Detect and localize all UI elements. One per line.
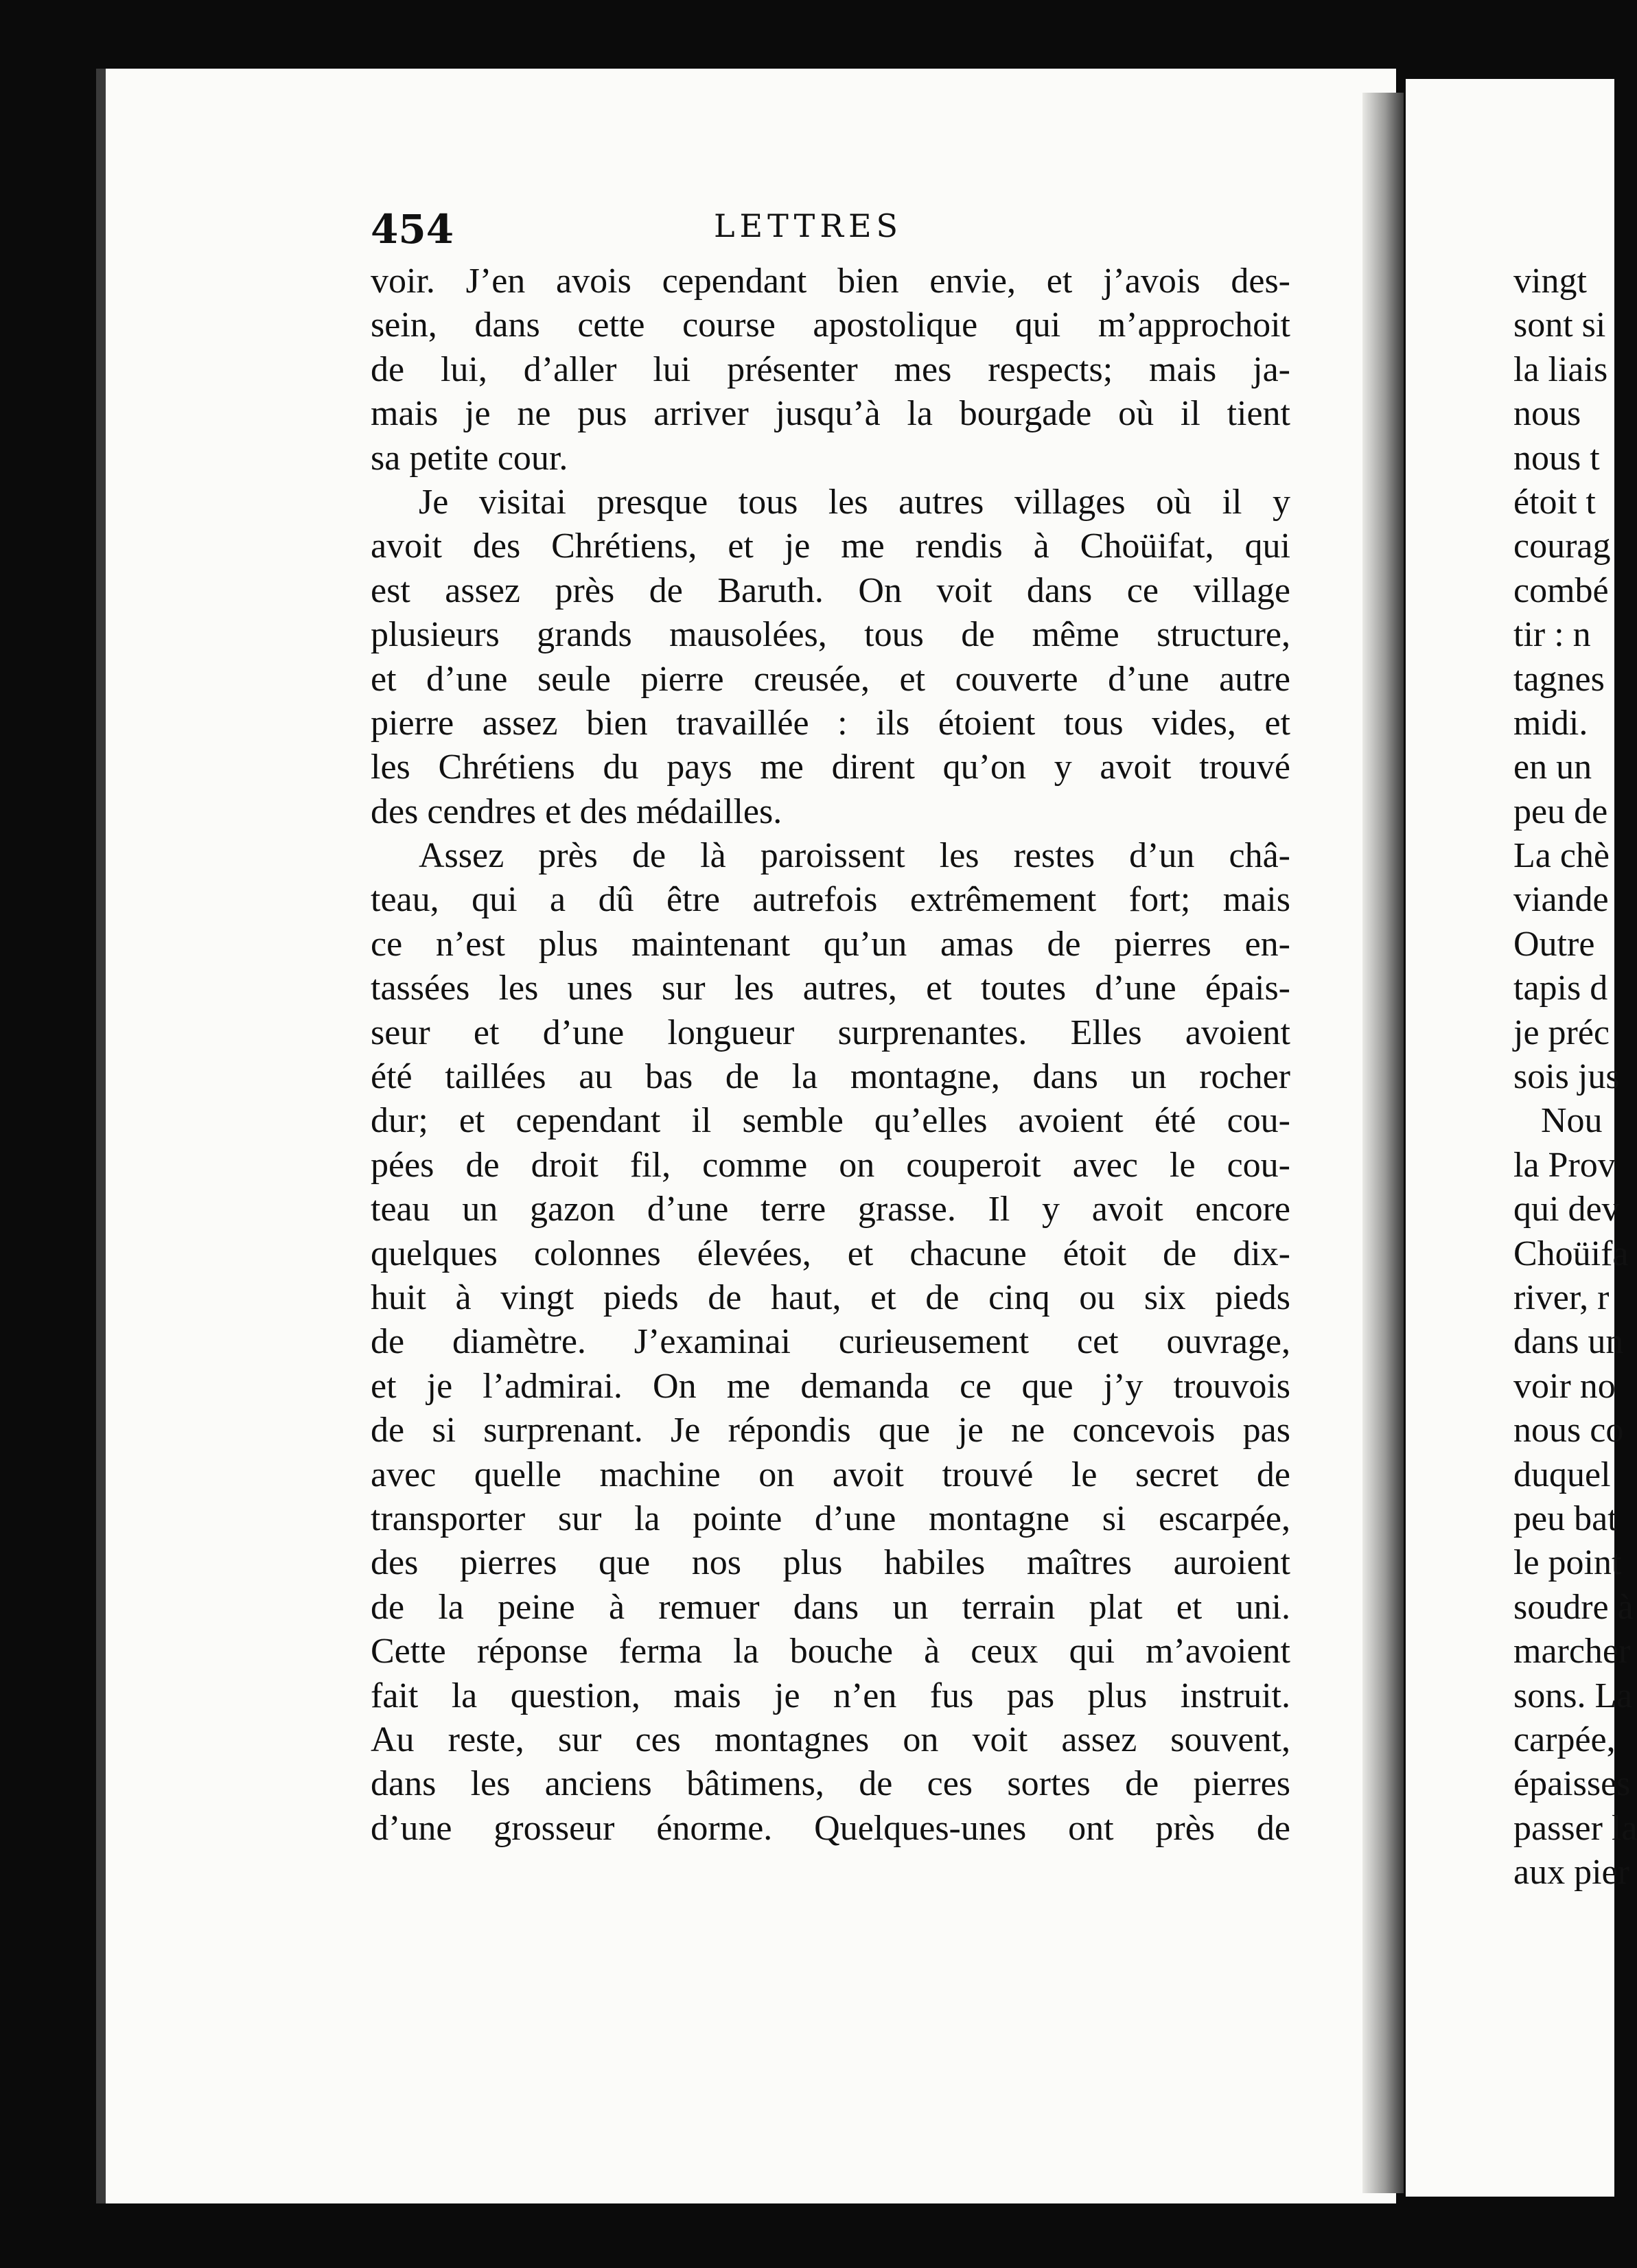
- text-line: Je visitai presque tous les autres villages où il y: [419, 482, 1290, 522]
- text-line: dans les anciens bâtimens, de ces sortes de pierres: [371, 1764, 1290, 1804]
- facing-page-text-line: la Prov: [1513, 1145, 1616, 1185]
- facing-page-text-line: midi.: [1513, 703, 1588, 743]
- text-line: avec quelle machine on avoit trouvé le secret de: [371, 1455, 1290, 1494]
- facing-page-text-line: duquel: [1513, 1455, 1611, 1494]
- text-line: tassées les unes sur les autres, et toutes d’une épais-: [371, 969, 1290, 1008]
- facing-page-text-line: passer la: [1513, 1808, 1637, 1848]
- facing-page-text-line: viande: [1513, 880, 1609, 920]
- text-line: plusieurs grands mausolées, tous de même structure,: [371, 615, 1290, 655]
- text-line: pées de droit fil, comme on couperoit avec le cou-: [371, 1145, 1290, 1185]
- facing-page-text-line: en un: [1513, 748, 1592, 787]
- facing-page-text-line: La chè: [1513, 836, 1610, 876]
- facing-page-text-line: sons. La: [1513, 1676, 1633, 1715]
- facing-page-text-line: nous co: [1513, 1411, 1624, 1450]
- text-line: pierre assez bien travaillée : ils étoient tous vides, et: [371, 703, 1290, 743]
- text-line: sein, dans cette course apostolique qui m’approchoit: [371, 305, 1290, 345]
- facing-page-text-line: peu de: [1513, 791, 1608, 831]
- text-line: transporter sur la pointe d’une montagne si escarpée,: [371, 1498, 1290, 1538]
- running-head: LETTRES: [714, 207, 903, 244]
- text-line: dur; et cependant il semble qu’elles avoient été cou-: [371, 1101, 1290, 1141]
- text-line: voir. J’en avois cependant bien envie, et j’avois des-: [371, 262, 1290, 301]
- facing-page-text-line: qui dev: [1513, 1190, 1620, 1229]
- text-line: teau un gazon d’une terre grasse. Il y avoit encore: [371, 1190, 1290, 1229]
- text-line: teau, qui a dû être autrefois extrêmement fort; mais: [371, 880, 1290, 920]
- text-line: de si surprenant. Je répondis que je ne concevois pas: [371, 1411, 1290, 1450]
- text-line: de la peine à remuer dans un terrain plat et uni.: [371, 1587, 1290, 1627]
- facing-page-text-line: peu bat: [1513, 1498, 1618, 1538]
- facing-page-text-line: sois jus: [1513, 1057, 1620, 1097]
- facing-page-text-line: sont si: [1513, 305, 1606, 345]
- text-line: fait la question, mais je n’en fus pas plus instruit.: [371, 1676, 1290, 1715]
- text-line: seur et d’une longueur surprenantes. Elles avoient: [371, 1012, 1290, 1052]
- facing-page-text-line: la liais: [1513, 349, 1608, 389]
- facing-page-text-line: étoit t: [1513, 482, 1596, 522]
- text-line: sa petite cour.: [371, 438, 568, 478]
- text-line: huit à vingt pieds de haut, et de cinq ou six pieds: [371, 1277, 1290, 1317]
- facing-page-text-line: river, r: [1513, 1277, 1610, 1317]
- page-number: 454: [371, 206, 454, 253]
- facing-page-text-line: dans un: [1513, 1322, 1624, 1362]
- text-line: ce n’est plus maintenant qu’un amas de pierres en-: [371, 924, 1290, 964]
- facing-page-text-line: Nou: [1541, 1101, 1603, 1141]
- facing-page-text-line: voir no: [1513, 1366, 1616, 1406]
- text-line: Cette réponse ferma la bouche à ceux qui m’avoient: [371, 1632, 1290, 1671]
- facing-page-text-line: épaisses: [1513, 1764, 1631, 1804]
- text-line: d’une grosseur énorme. Quelques-unes ont près de: [371, 1808, 1290, 1848]
- facing-page-text: [1513, 259, 1637, 1895]
- text-line: de diamètre. J’examinai curieusement cet ouvrage,: [371, 1322, 1290, 1362]
- facing-page-text-line: Outre: [1513, 924, 1595, 964]
- facing-page-text-line: soudre à: [1513, 1587, 1634, 1627]
- text-line: Au reste, sur ces montagnes on voit assez souvent,: [371, 1720, 1290, 1759]
- facing-page-text-line: Choüifa: [1513, 1234, 1629, 1273]
- facing-page-text-line: vingt: [1513, 262, 1587, 301]
- facing-page-text-line: nous t: [1513, 438, 1600, 478]
- text-line: avoit des Chrétiens, et je me rendis à Choüifat, qui: [371, 526, 1290, 566]
- facing-page-text-line: carpée,: [1513, 1720, 1616, 1759]
- text-line: des pierres que nos plus habiles maîtres auroient: [371, 1543, 1290, 1583]
- facing-page-text-line: tapis d: [1513, 969, 1608, 1008]
- text-line: des cendres et des médailles.: [371, 791, 782, 831]
- text-line: les Chrétiens du pays me dirent qu’on y avoit trouvé: [371, 748, 1290, 787]
- text-line: quelques colonnes élevées, et chacune étoit de dix-: [371, 1234, 1290, 1273]
- facing-page-text-line: je préc: [1513, 1012, 1610, 1052]
- text-line: mais je ne pus arriver jusqu’à la bourgade où il tient: [371, 394, 1290, 434]
- text-line: est assez près de Baruth. On voit dans ce village: [371, 570, 1290, 610]
- facing-page-text-line: aux pier: [1513, 1853, 1629, 1893]
- facing-page-text-line: combé: [1513, 570, 1609, 610]
- facing-page-text-line: courag: [1513, 526, 1611, 566]
- book-gutter: [1362, 93, 1404, 2193]
- facing-page-text-line: tir : n: [1513, 615, 1591, 655]
- facing-page-text-line: marcher: [1513, 1632, 1631, 1671]
- text-line: de lui, d’aller lui présenter mes respects; mais ja-: [371, 349, 1290, 389]
- text-line: été taillées au bas de la montagne, dans un rocher: [371, 1057, 1290, 1097]
- text-line: et d’une seule pierre creusée, et couverte d’une autre: [371, 659, 1290, 699]
- text-line: et je l’admirai. On me demanda ce que j’y trouvois: [371, 1366, 1290, 1406]
- facing-page-text-line: tagnes: [1513, 659, 1605, 699]
- text-line: Assez près de là paroissent les restes d’un châ-: [419, 836, 1290, 876]
- facing-page-text-line: le point: [1513, 1543, 1622, 1583]
- facing-page-text-line: nous: [1513, 394, 1581, 434]
- main-text-block: [371, 259, 1290, 1851]
